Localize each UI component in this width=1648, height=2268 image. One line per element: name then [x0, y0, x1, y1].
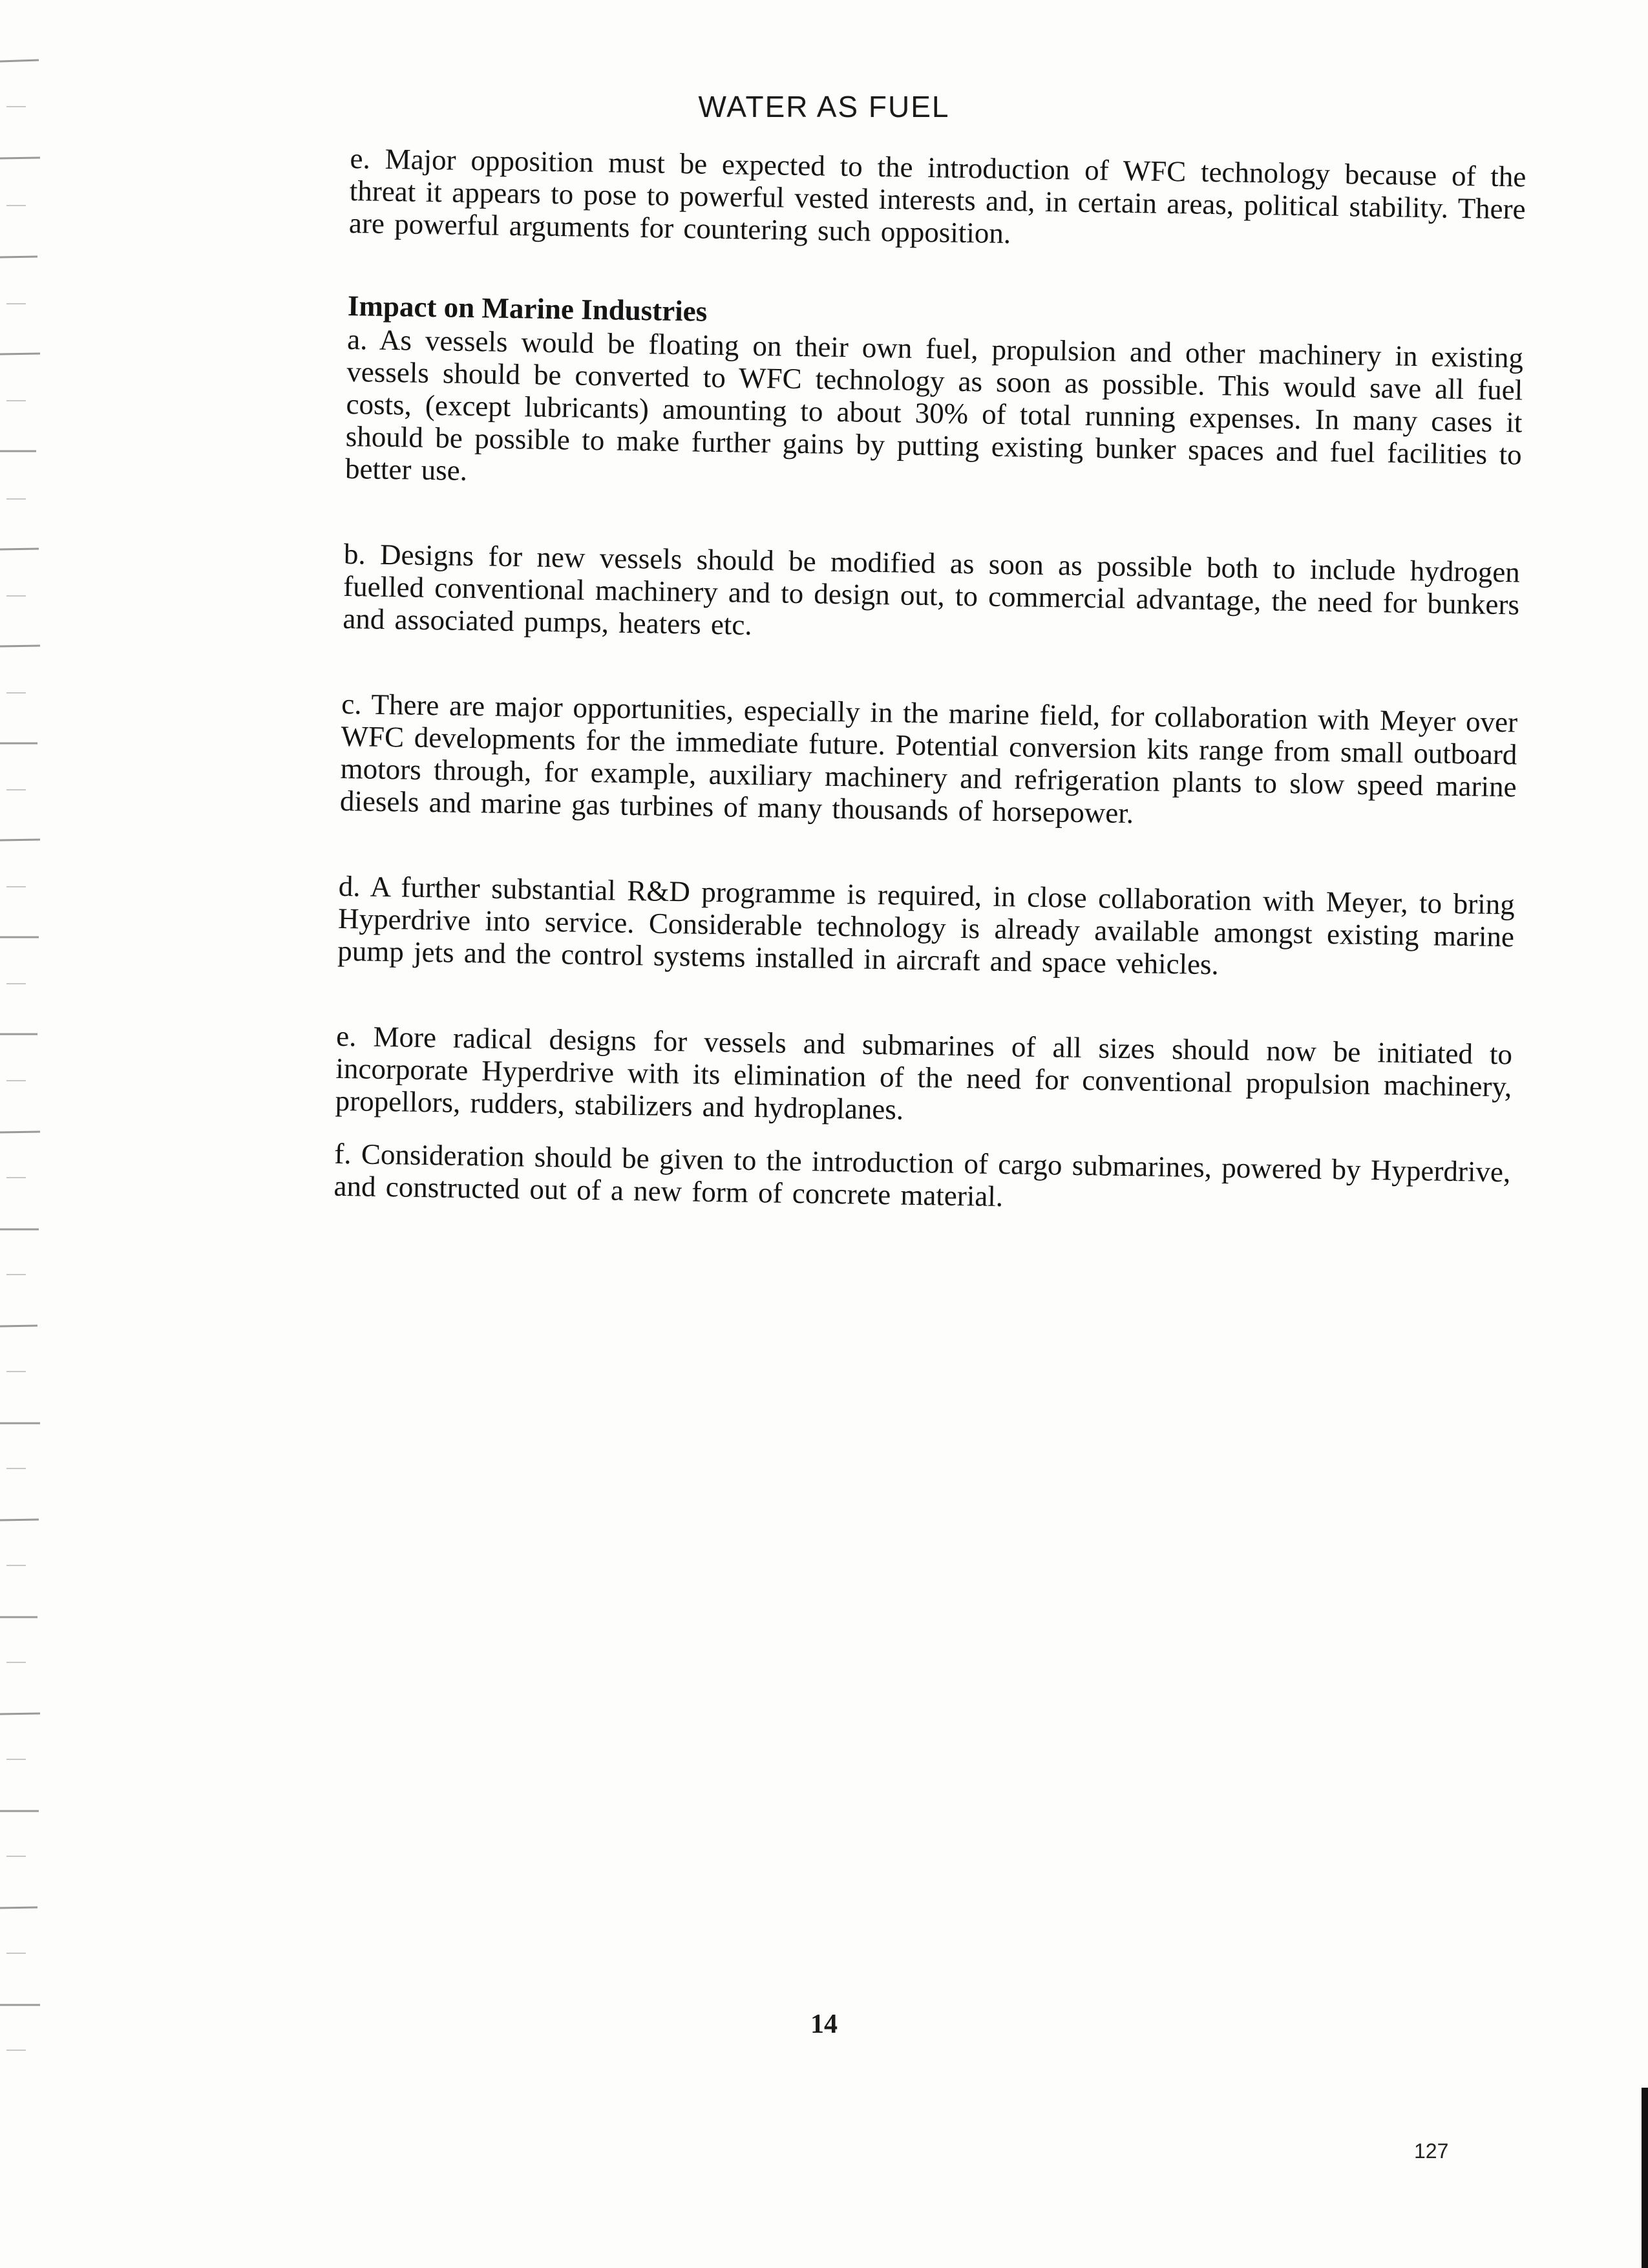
binder-edge-marks [0, 0, 84, 2268]
stamp-number: 127 [1414, 2139, 1449, 2163]
page-number: 14 [810, 2009, 838, 2039]
page-title: WATER AS FUEL [698, 90, 950, 123]
scan-edge-shadow [1642, 2088, 1648, 2268]
paragraph-c: c. There are major opportunities, especially in the marine field, for collaboration with Meyer over WFC developments for the immediate future. Potential conversion kits range from small outboard motors through, for example, auxiliary machinery and refrigeration plants to slow speed marine diesels and marine gas turbines of many thousands of horsepower. [339, 687, 1518, 830]
paragraph-d: d. A further substantial R&D programme is required, in close collaboration with Meyer, to bring Hyperdrive into service. Considerable technology is already available amongst existing marine pump jets and the control systems installed in aircraft and space vehicles. [337, 869, 1516, 981]
paragraph-a: a. As vessels would be floating on their own fuel, propulsion and other machinery in existing vessels should be converted to WFC technology as soon as possible. This would save all fuel costs, (except lubricants) amounting to about 30% of total running expenses. In many cases it should be possible to make further gains by putting existing bunker spaces and fuel facilities to better use. [344, 323, 1524, 487]
body-text [333, 142, 1527, 1273]
paragraph-f: f. Consideration should be given to the introduction of cargo submarines, powered by Hyperdrive, and constructed out of a new form of concrete material. [333, 1137, 1511, 1213]
paragraph-b: b. Designs for new vessels should be modified as soon as possible both to include hydrogen fuelled conventional machinery and to design out, to commercial advantage, the need for bunkers and associated pumps, heaters etc. [343, 537, 1521, 641]
paragraph-e: e. More radical designs for vessels and submarines of all sizes should now be initiated to incorporate Hyperdrive with its elimination of the need for conventional propulsion machinery, propellors, rudders, stabilizers and hydroplanes. [335, 1019, 1513, 1126]
section-heading: Impact on Marine Industries [347, 289, 708, 328]
paragraph-intro-e: e. Major opposition must be expected to the introduction of WFC technology because of the threat it appears to pose to powerful vested interests and, in certain areas, political stability. There are powerful arguments for countering such opposition. [348, 142, 1527, 250]
